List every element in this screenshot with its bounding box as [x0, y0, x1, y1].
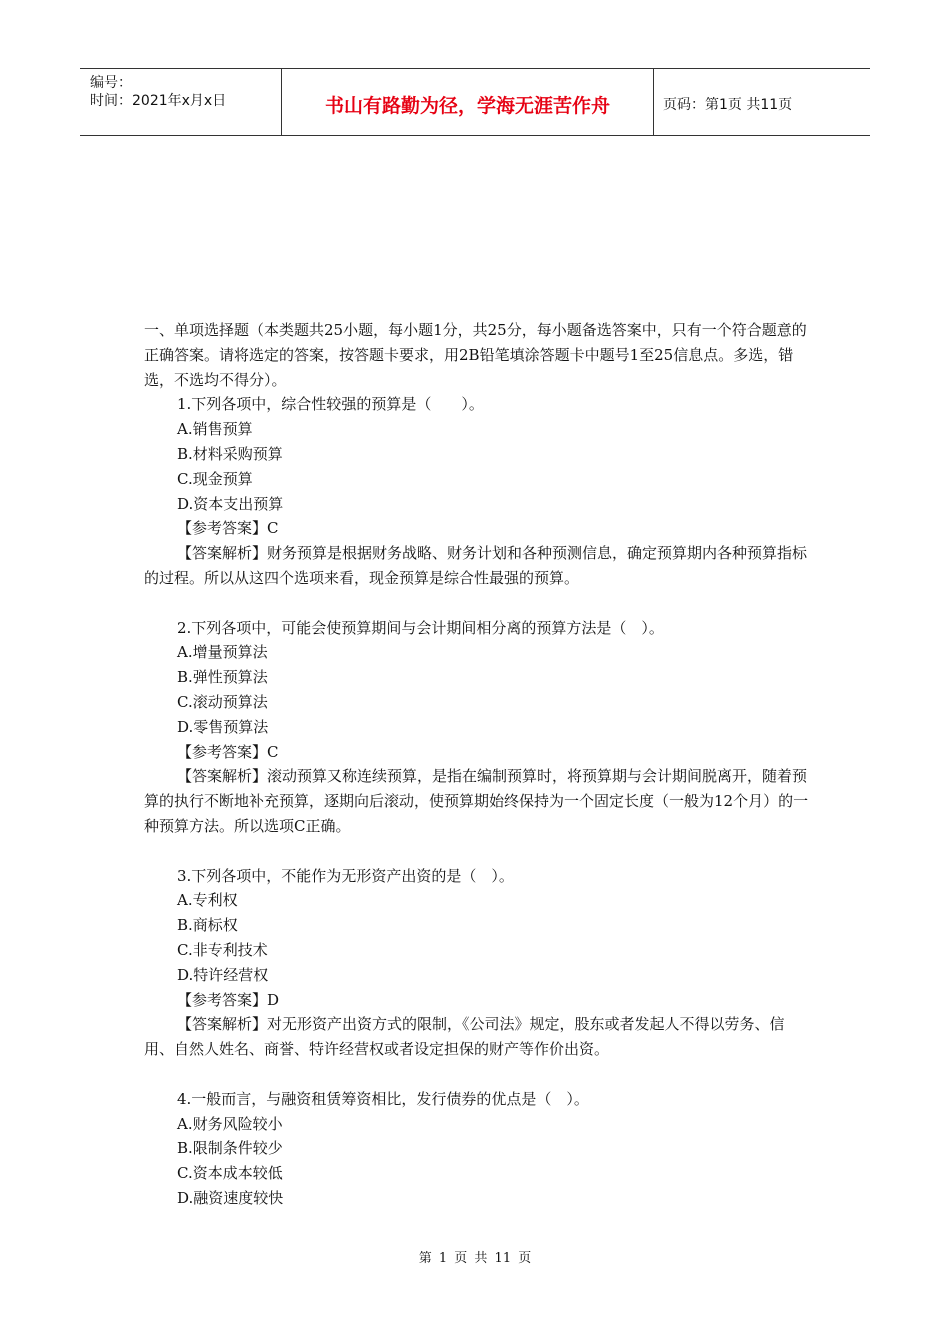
header-bottom-rule	[80, 135, 870, 136]
header-page-info: 页码：第1页 共11页	[663, 97, 793, 113]
answer-analysis: 【答案解析】滚动预算又称连续预算，是指在编制预算时，将预算期与会计期间脱离开，随着预算的执行不断地补充预算，逐期向后滚动，使预算期始终保持为一个固定长度（一般为12个月）的一种预算方法。所以选项C正确。	[144, 767, 809, 835]
question-option: B.商标权	[177, 916, 238, 935]
question-option: B.弹性预算法	[177, 668, 268, 687]
spacer	[144, 591, 809, 616]
document-body	[144, 318, 809, 1211]
question-option: A.增量预算法	[177, 643, 268, 662]
question-stem: 3.下列各项中，不能作为无形资产出资的是（ ）。	[177, 866, 514, 885]
answer-analysis: 【答案解析】对无形资产出资方式的限制，《公司法》规定，股东或者发起人不得以劳务、信用、自然人姓名、商誉、特许经营权或者设定担保的财产等作价出资。	[144, 1015, 785, 1059]
page-footer: 第 1 页 共 11 页	[418, 1251, 532, 1266]
header-motto: 书山有路勤为径，学海无涯苦作舟	[324, 95, 610, 117]
question-option: C.非专利技术	[177, 940, 268, 959]
question-option: A.销售预算	[177, 420, 253, 439]
question-option: B.限制条件较少	[177, 1139, 283, 1158]
reference-answer: 【参考答案】D	[177, 990, 280, 1009]
question-stem: 2.下列各项中，可能会使预算期间与会计期间相分离的预算方法是（ ）。	[177, 618, 664, 637]
header-divider-right	[653, 68, 654, 136]
question-stem: 4.一般而言，与融资租赁筹资相比，发行债券的优点是（ ）。	[177, 1089, 589, 1108]
question-stem: 1.下列各项中，综合性较强的预算是（ ）。	[177, 395, 484, 414]
question-option: C.资本成本较低	[177, 1164, 283, 1183]
spacer	[144, 1062, 809, 1087]
question-option: D.融资速度较快	[177, 1188, 284, 1207]
header-top-rule	[80, 68, 870, 69]
question-option: A.专利权	[177, 891, 238, 910]
spacer	[144, 839, 809, 864]
reference-answer: 【参考答案】C	[177, 519, 279, 538]
question-option: A.财务风险较小	[177, 1114, 283, 1133]
reference-answer: 【参考答案】C	[177, 742, 279, 761]
question-option: C.滚动预算法	[177, 692, 268, 711]
question-option: D.特许经营权	[177, 965, 269, 984]
question-option: D.资本支出预算	[177, 494, 284, 513]
header-time-label: 时间：2021年x月x日	[90, 93, 227, 109]
answer-analysis: 【答案解析】财务预算是根据财务战略、财务计划和各种预测信息，确定预算期内各种预算指标的过程。所以从这四个选项来看，现金预算是综合性最强的预算。	[144, 544, 808, 587]
question-option: D.零售预算法	[177, 717, 269, 736]
header-number-label: 编号：	[90, 75, 132, 91]
question-option: C.现金预算	[177, 469, 253, 488]
section-intro: 一、单项选择题（本类题共25小题，每小题1分，共25分，每小题备选答案中，只有一个符合题意的正确答案。请将选定的答案，按答题卡要求，用2B铅笔填涂答题卡中题号1至25信息点。多选，错选，不选均不得分）。	[144, 321, 807, 389]
question-option: B.材料采购预算	[177, 444, 283, 463]
